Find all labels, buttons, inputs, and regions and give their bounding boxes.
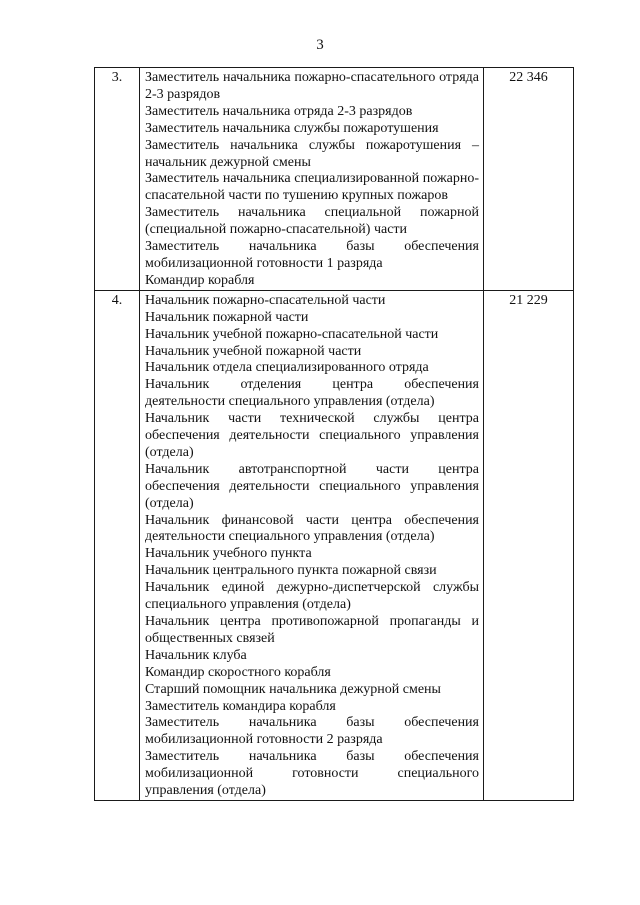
position-list bbox=[140, 68, 484, 291]
position-title: Начальник пожарной части bbox=[145, 309, 309, 325]
position-title: Начальник учебной пожарной части bbox=[145, 343, 362, 359]
position-title: Заместитель начальника пожарно-спасательного отряда 2-3 разрядов bbox=[145, 70, 479, 102]
position-title: Начальник центра противопожарной пропаганды и общественных связей bbox=[145, 614, 479, 646]
position-list bbox=[140, 290, 484, 800]
position-title: Заместитель начальника базы обеспечения мобилизационной готовности специального управления (отдела) bbox=[145, 749, 479, 799]
position-title: Начальник клуба bbox=[145, 647, 247, 663]
position-title: Заместитель начальника базы обеспечения мобилизационной готовности 1 разряда bbox=[145, 239, 479, 271]
position-title: Начальник отдела специализированного отряда bbox=[145, 360, 429, 376]
position-title: Командир корабля bbox=[145, 272, 255, 288]
salary-value: 21 229 bbox=[484, 290, 574, 800]
salary-value: 22 346 bbox=[484, 68, 574, 291]
position-title: Начальник единой дежурно-диспетчерской службы специального управления (отдела) bbox=[145, 580, 479, 613]
position-title: Командир скоростного корабля bbox=[145, 664, 331, 680]
row-number: 4. bbox=[95, 290, 140, 800]
position-title: Старший помощник начальника дежурной смены bbox=[145, 681, 441, 697]
position-title: Начальник учебной пожарно-спасательной части bbox=[145, 326, 439, 342]
position-title: Заместитель командира корабля bbox=[145, 698, 336, 714]
positions-table-body bbox=[95, 68, 574, 801]
position-title: Начальник отделения центра обеспечения деятельности специального управления (отдела) bbox=[145, 377, 479, 410]
position-title: Начальник пожарно-спасательной части bbox=[145, 292, 386, 308]
position-title: Заместитель начальника базы обеспечения мобилизационной готовности 2 разряда bbox=[145, 715, 479, 748]
position-title: Начальник автотранспортной части центра обеспечения деятельности специального управления (отдела) bbox=[145, 461, 479, 511]
position-title: Заместитель начальника специализированной пожарно-спасательной части по тушению крупных пожаров bbox=[145, 171, 479, 204]
row-number: 3. bbox=[95, 68, 140, 291]
position-title: Заместитель начальника службы пожаротушения bbox=[145, 120, 439, 136]
position-title: Заместитель начальника отряда 2-3 разрядов bbox=[145, 103, 413, 119]
positions-table bbox=[94, 67, 574, 801]
position-title: Начальник центрального пункта пожарной связи bbox=[145, 563, 437, 579]
position-title: Заместитель начальника специальной пожарной (специальной пожарно-спасательной) части bbox=[145, 205, 479, 238]
table-row bbox=[95, 290, 574, 800]
table-row bbox=[95, 68, 574, 291]
position-title: Начальник части технической службы центра обеспечения деятельности специального управления (отдела) bbox=[145, 411, 479, 460]
position-title: Заместитель начальника службы пожаротушения – начальник дежурной смены bbox=[145, 137, 479, 170]
page-number: 3 bbox=[316, 37, 324, 53]
position-title: Начальник учебного пункта bbox=[145, 546, 312, 562]
position-title: Начальник финансовой части центра обеспечения деятельности специального управления (отдела) bbox=[145, 512, 479, 545]
